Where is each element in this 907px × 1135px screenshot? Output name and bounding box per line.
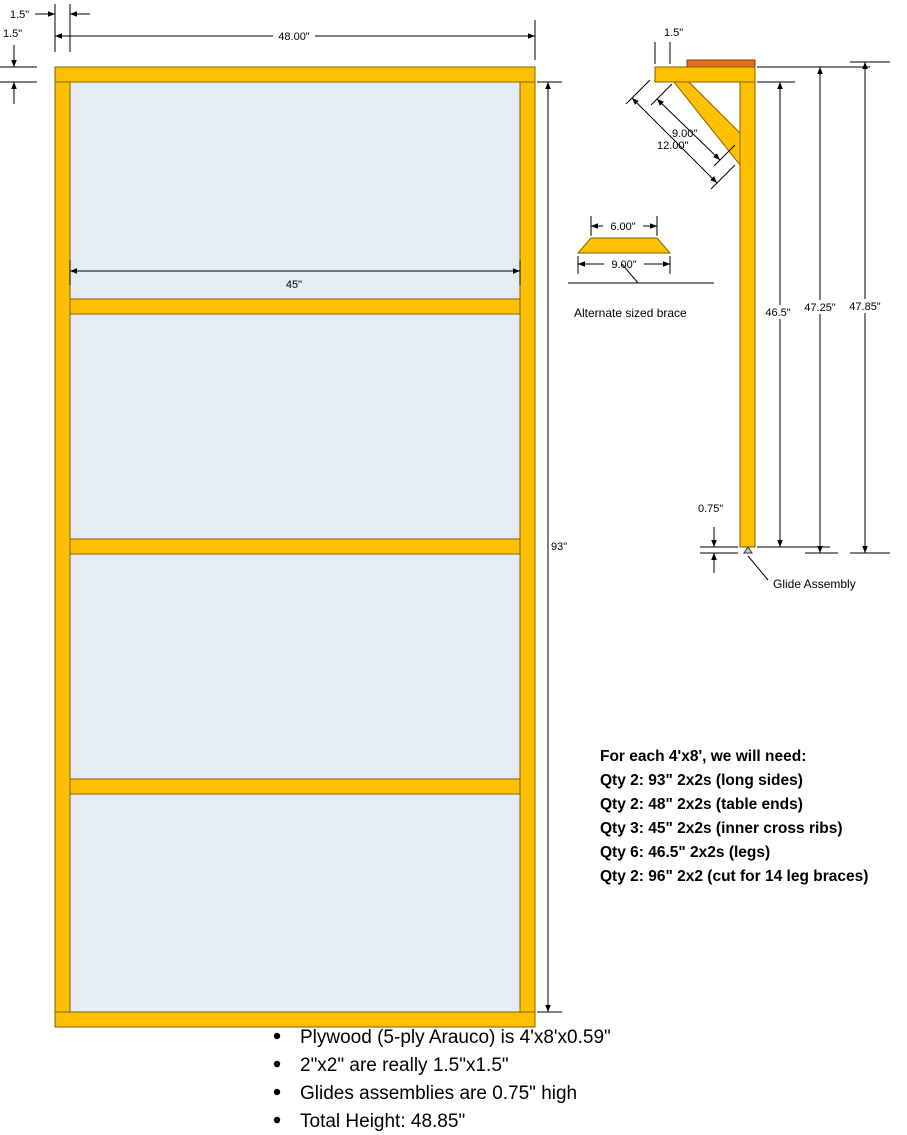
tabletop-plywood	[687, 60, 755, 67]
dim-alt-brace-top: 6.00"	[610, 221, 636, 233]
bullet-icon	[274, 1089, 280, 1095]
dim-brace-inner: 9.00"	[672, 128, 698, 140]
bullet-icon	[274, 1117, 280, 1123]
dim-height-to-top: 47.25"	[804, 302, 836, 314]
dim-brace-outer: 12.00"	[657, 140, 689, 152]
cross-rib-1	[70, 299, 520, 314]
note-item: Glides assemblies are 0.75" high	[300, 1083, 578, 1104]
materials-item: Qty 2: 48" 2x2s (table ends)	[600, 796, 803, 813]
materials-item: Qty 3: 45" 2x2s (inner cross ribs)	[600, 820, 843, 837]
glide-icon	[744, 547, 752, 553]
leg-brace	[674, 82, 740, 165]
frame-end-top	[55, 67, 535, 82]
note-item: 2"x2" are really 1.5"x1.5"	[300, 1055, 509, 1076]
cross-rib-3	[70, 779, 520, 794]
bullet-icon	[274, 1061, 280, 1067]
frame-end-bottom	[55, 1012, 535, 1027]
glide-assembly-label: Glide Assembly	[773, 577, 856, 591]
alternate-brace	[568, 216, 714, 320]
dim-overall-width: 48.00"	[278, 31, 310, 43]
frame-side-right	[520, 82, 535, 1012]
materials-list	[600, 748, 868, 885]
frame-top-view	[0, 4, 567, 1027]
dim-glide-height: 0.75"	[698, 503, 724, 515]
materials-item: Qty 2: 96" 2x2 (cut for 14 leg braces)	[600, 868, 869, 885]
alternate-brace-label: Alternate sized brace	[574, 306, 687, 320]
cross-rib-2	[70, 539, 520, 554]
dim-member-width-v: 1.5"	[3, 28, 23, 40]
dim-alt-brace-bottom: 9.00"	[611, 259, 637, 271]
frame-side-left	[55, 82, 70, 1012]
note-item: Total Height: 48.85"	[300, 1111, 466, 1132]
dim-leg-length: 46.5"	[765, 307, 791, 319]
top-rail	[655, 67, 755, 82]
dim-height-overall: 47.85"	[849, 301, 881, 313]
materials-item: Qty 2: 93" 2x2s (long sides)	[600, 772, 803, 789]
materials-item: Qty 6: 46.5" 2x2s (legs)	[600, 844, 771, 861]
dim-member-width-h: 1.5"	[10, 9, 30, 21]
materials-heading: For each 4'x8', we will need:	[600, 748, 807, 765]
dim-top-thickness: 1.5"	[664, 27, 684, 39]
dim-overall-length: 93"	[551, 541, 568, 553]
bullet-icon	[274, 1033, 280, 1039]
dim-rib-length: 45"	[285, 279, 303, 291]
alternate-brace-shape	[578, 238, 670, 253]
leg	[740, 82, 755, 547]
notes-list	[274, 1027, 611, 1132]
note-item: Plywood (5-ply Arauco) is 4'x8'x0.59"	[300, 1027, 611, 1048]
